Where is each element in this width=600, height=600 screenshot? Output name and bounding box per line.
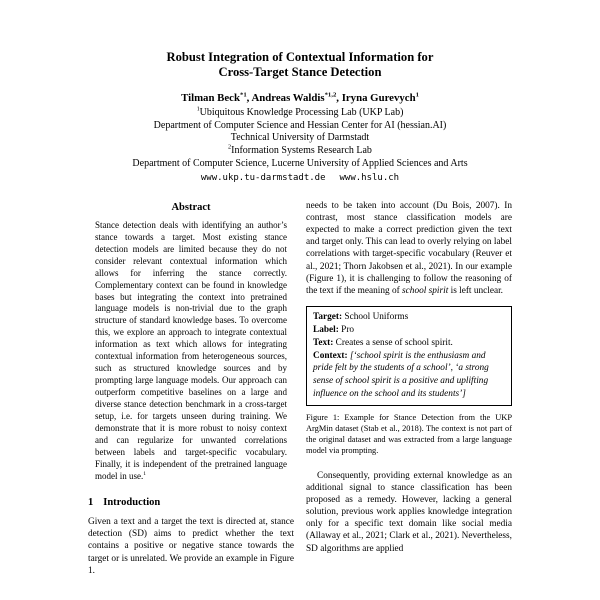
paper-title: [88, 50, 512, 81]
authors-line: [88, 92, 512, 104]
footnote-marker: 1: [143, 471, 147, 478]
author-2: [251, 92, 341, 104]
author-1: [181, 92, 251, 104]
title-line-1: Robust Integration of Contextual Information for: [166, 50, 434, 64]
text-label: Text:: [313, 337, 334, 348]
author-1-affmark: *1: [239, 91, 247, 99]
figure1-label-row: [313, 324, 505, 337]
figure1-context-row: [313, 350, 505, 401]
author-3: [342, 92, 419, 104]
affiliation-2-text: Department of Computer Science and Hessian Center for AI (hessian.AI): [153, 119, 447, 131]
intro-paragraph: Given a text and a target the text is directed at, stance detection (SD) aims to predict whether the text contains a positive or negative stance towards the target or is unrelated. We provide an example in Figure 1.: [88, 517, 294, 576]
affiliations-block: [88, 107, 512, 171]
school-spirit-emphasis: school spirit: [402, 285, 449, 296]
author-2-sep: ,: [336, 91, 342, 104]
affiliation-line-1: [88, 107, 512, 120]
abstract-heading: Abstract: [171, 201, 211, 213]
label-value: Pro: [341, 324, 355, 335]
title-line-2: Cross-Target Stance Detection: [218, 65, 382, 80]
figure1-caption: Figure 1: Example for Stance Detection from the UKP ArgMin dataset (Stab et al., 2018). The context is not part of the original dataset and was extracted from a large language model via prompting.: [306, 412, 512, 455]
context-value: [‘school spirit is the enthusiasm and pride felt by the students of a school’, ‘a strong sense of school spirit is a positive and uplifting influence on the school and its students’]: [313, 350, 489, 400]
affiliation-line-4: [88, 145, 512, 158]
author-2-affmark: *1,2: [324, 91, 337, 99]
figure1-target-row: [313, 311, 505, 324]
figure1-example-box: [306, 306, 512, 406]
author-2-name: Andreas Waldis: [251, 91, 325, 104]
affiliation-line-3: [88, 132, 512, 145]
lab-urls: [88, 173, 512, 183]
left-column: [88, 200, 294, 577]
affiliation-1-text: Ubiquitous Knowledge Processing Lab (UKP Lab): [199, 106, 404, 118]
label-label: Label:: [313, 324, 339, 335]
affiliation-line-2: [88, 120, 512, 133]
affiliation-4-mark: 2: [228, 143, 232, 151]
author-3-name: Iryna Gurevych: [341, 91, 416, 104]
author-1-sep: ,: [246, 91, 252, 104]
abstract-text: Stance detection deals with identifying an author’s stance towards a target. Most existing stance detection models are limited because they do not consider relevant contextual information which allows for inferring the stance correctly. Complementary context can be found in knowledge bases but integrating the context into pretrained language models is non-trivial due to the graph structure of standard knowledge bases. To overcome this, we explore an approach to integrate contextual information as text which allows for integrating contextual information from heterogeneous sources, such as structured knowledge sources and by prompting large language models. Our approach can outperform competitive baselines on a large and diverse stance detection benchmark in a cross-target setup, i.e. for targets unseen during training. We demonstrate that it is more robust to noisy context and can regularize for unwanted correlations between labels and target-specific vocabulary. Finally, it is independent of the pretrained language model in use.: [95, 219, 287, 482]
section-title: Introduction: [103, 497, 161, 509]
continued-paragraph: [306, 200, 512, 297]
section-number: 1: [88, 497, 94, 509]
author-1-name: Tilman Beck: [181, 91, 240, 104]
affiliation-4-text: Information Systems Research Lab: [231, 145, 372, 157]
ukp-url-link[interactable]: www.ukp.tu-darmstadt.de: [200, 172, 326, 183]
affiliation-5-text: Department of Computer Science, Lucerne University of Applied Sciences and Arts: [132, 157, 468, 169]
abstract-paragraph: [88, 220, 294, 483]
author-3-affmark: 1: [415, 91, 419, 99]
hslu-url-link[interactable]: www.hslu.ch: [339, 172, 400, 183]
continued-paragraph-end: is left unclear.: [448, 285, 504, 296]
right-column: [306, 200, 512, 577]
affiliation-line-5: [88, 158, 512, 171]
affiliation-3-text: Technical University of Darmstadt: [230, 132, 370, 144]
target-value: School Uniforms: [344, 312, 409, 323]
external-knowledge-paragraph: Consequently, providing external knowledge as an additional signal to stance classification has been proposed as a remedy. However, lacking a general solution, previous work applies knowledge integration only for a specific text domain like social media (Allaway et al., 2021; Clark et al., 2021). Nevertheless, SD algorithms are applied: [306, 470, 512, 554]
text-value: Creates a sense of school spirit.: [335, 337, 453, 348]
target-label: Target:: [313, 312, 343, 323]
figure1-text-row: [313, 337, 505, 350]
two-column-body: [88, 200, 512, 577]
continued-paragraph-start: needs to be taken into account (Du Bois, 2007). In contrast, most stance classification models are expected to make a correct prediction given the text and target only. This can lead to overly relying on label correlations with target-specific vocabulary (Reuver et al., 2021; Thorn Jakobsen et al., 2021). In our example (Figure 1), it is challenging to follow the reasoning of the text if the meaning of: [306, 200, 512, 296]
context-label: Context:: [313, 350, 348, 361]
section-heading-introduction: [88, 497, 294, 508]
affiliation-1-mark: 1: [196, 105, 200, 113]
